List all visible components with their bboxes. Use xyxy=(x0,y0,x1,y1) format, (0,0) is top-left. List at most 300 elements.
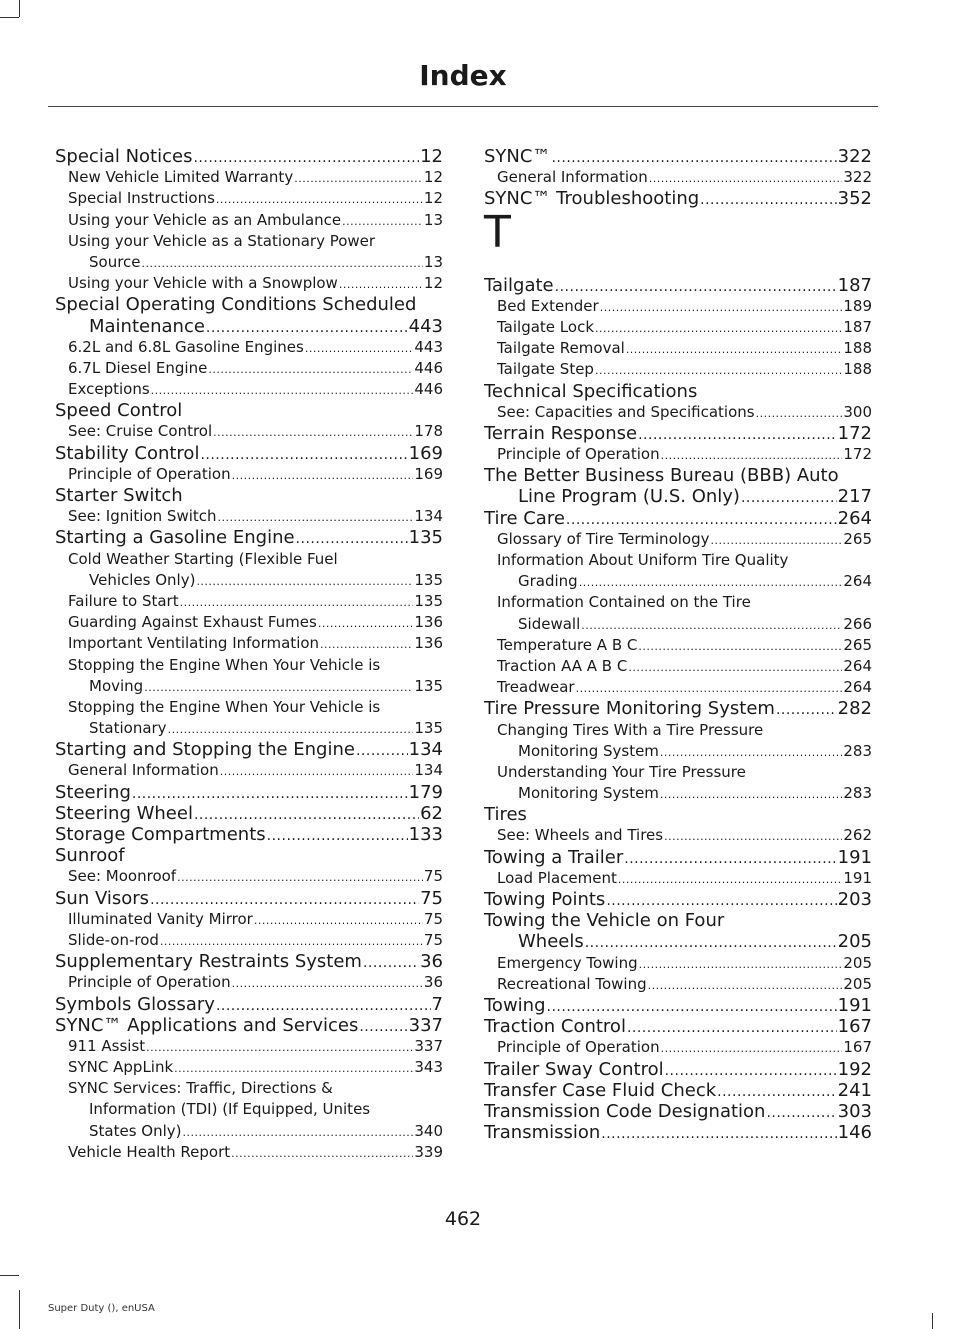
entry-label: Technical Specifications xyxy=(484,380,698,402)
index-subentry[interactable] xyxy=(484,550,872,571)
index-entry[interactable] xyxy=(55,782,443,803)
index-subentry[interactable] xyxy=(55,612,443,633)
dot-leader xyxy=(160,931,423,951)
index-subentry[interactable] xyxy=(484,529,872,550)
index-subentry[interactable] xyxy=(55,210,443,231)
entry-page-number[interactable]: 179 xyxy=(408,781,443,803)
dot-leader xyxy=(766,1103,836,1122)
entry-page-number[interactable]: 282 xyxy=(837,698,872,720)
entry-label: Principle of Operation xyxy=(497,1038,660,1057)
entry-label: States Only) xyxy=(89,1121,182,1140)
entry-page-number[interactable]: 303 xyxy=(837,1100,872,1122)
entry-page-number[interactable]: 446 xyxy=(414,358,443,377)
dot-leader xyxy=(150,890,419,909)
index-entry[interactable] xyxy=(484,910,872,931)
index-entry[interactable] xyxy=(55,994,443,1015)
entry-page-number[interactable]: 136 xyxy=(414,634,443,653)
entry-label: Tire Pressure Monitoring System xyxy=(484,698,775,720)
entry-label: Vehicle Health Report xyxy=(68,1142,231,1161)
entry-label: The Better Business Bureau (BBB) Auto xyxy=(484,465,839,487)
dot-leader xyxy=(717,1082,836,1101)
index-entry[interactable] xyxy=(484,1059,872,1080)
entry-label: Important Ventilating Information xyxy=(68,634,320,653)
dot-leader xyxy=(595,318,842,338)
index-subentry[interactable] xyxy=(55,464,443,485)
index-entry[interactable] xyxy=(484,275,872,296)
entry-page-number[interactable]: 339 xyxy=(414,1142,443,1161)
entry-label: Steering Wheel xyxy=(55,802,193,824)
dot-leader xyxy=(232,465,414,485)
entry-label: Treadwear xyxy=(497,678,575,697)
entry-page-number[interactable]: 13 xyxy=(423,210,443,229)
entry-page-number[interactable]: 134 xyxy=(408,739,443,761)
index-entry[interactable] xyxy=(484,508,872,529)
entry-page-number[interactable]: 75 xyxy=(423,930,443,949)
entry-page-number[interactable]: 266 xyxy=(843,614,872,633)
entry-page-number[interactable]: 75 xyxy=(423,867,443,886)
dot-leader xyxy=(342,211,423,231)
entry-page-number[interactable]: 343 xyxy=(414,1058,443,1077)
index-subentry[interactable] xyxy=(484,614,872,635)
entry-label: General Information xyxy=(497,168,648,187)
entry-label: See: Moonroof xyxy=(68,867,177,886)
entry-label: SYNC™ xyxy=(484,146,551,167)
dot-leader xyxy=(296,529,408,548)
entry-page-number[interactable]: 62 xyxy=(420,802,443,824)
dot-leader xyxy=(600,297,843,317)
entry-label: Starting a Gasoline Engine xyxy=(55,527,295,549)
entry-label: Grading xyxy=(518,572,578,591)
index-entry[interactable] xyxy=(55,146,443,167)
index-entry[interactable] xyxy=(484,1016,872,1037)
index-subentry[interactable] xyxy=(55,591,443,612)
index-subentry[interactable] xyxy=(484,1037,872,1058)
dot-leader xyxy=(177,867,423,887)
dot-leader xyxy=(194,805,419,824)
dot-leader xyxy=(648,975,843,995)
entry-page-number[interactable]: 191 xyxy=(843,868,872,887)
entry-page-number[interactable]: 264 xyxy=(837,507,872,529)
entry-label: Symbols Glossary xyxy=(55,993,215,1015)
dot-leader xyxy=(267,826,408,845)
entry-page-number[interactable]: 241 xyxy=(837,1079,872,1101)
entry-page-number[interactable]: 135 xyxy=(414,676,443,695)
index-entry[interactable] xyxy=(484,931,872,952)
dot-leader xyxy=(320,634,413,654)
dot-leader xyxy=(638,425,837,444)
index-subentry[interactable] xyxy=(484,783,872,804)
entry-page-number[interactable]: 340 xyxy=(414,1121,443,1140)
entry-label: Glossary of Tire Terminology xyxy=(497,529,710,548)
index-entry[interactable] xyxy=(55,527,443,548)
dot-leader xyxy=(196,571,413,591)
index-subentry[interactable] xyxy=(484,296,872,317)
index-subentry[interactable] xyxy=(55,1057,443,1078)
dot-leader xyxy=(168,719,414,739)
entry-label: Illuminated Vanity Mirror xyxy=(68,909,253,928)
dot-leader xyxy=(318,613,414,633)
dot-leader xyxy=(627,1018,837,1037)
entry-label: Principle of Operation xyxy=(68,464,231,483)
index-subentry[interactable] xyxy=(484,402,872,423)
entry-label: Speed Control xyxy=(55,400,183,422)
entry-page-number[interactable]: 135 xyxy=(414,570,443,589)
index-subentry[interactable] xyxy=(55,273,443,294)
entry-page-number[interactable]: 205 xyxy=(843,974,872,993)
index-subentry[interactable] xyxy=(484,317,872,338)
index-subentry[interactable] xyxy=(484,741,872,762)
entry-label: Moving xyxy=(89,676,144,695)
entry-label: Cold Weather Starting (Flexible Fuel xyxy=(68,549,338,568)
entry-label: Trailer Sway Control xyxy=(484,1058,664,1080)
entry-label: Monitoring System xyxy=(518,784,659,803)
entry-page-number[interactable]: 172 xyxy=(837,422,872,444)
entry-page-number[interactable]: 300 xyxy=(843,402,872,421)
dot-leader xyxy=(595,360,842,380)
dot-leader xyxy=(566,510,837,529)
entry-label: Special Notices xyxy=(55,146,193,167)
entry-label: Exceptions xyxy=(68,380,150,399)
dot-leader xyxy=(146,1037,413,1057)
entry-label: Transmission Code Designation xyxy=(484,1100,766,1122)
entry-label: Information Contained on the Tire xyxy=(497,593,751,612)
entry-page-number[interactable]: 169 xyxy=(408,442,443,464)
dot-leader xyxy=(618,869,842,889)
entry-page-number[interactable]: 167 xyxy=(837,1016,872,1038)
index-entry[interactable] xyxy=(55,739,443,760)
index-subentry[interactable] xyxy=(484,656,872,677)
index-subentry[interactable] xyxy=(55,1121,443,1142)
index-subentry[interactable] xyxy=(484,635,872,656)
entry-label: See: Ignition Switch xyxy=(68,507,217,526)
dot-leader xyxy=(585,933,837,952)
index-subentry[interactable] xyxy=(55,252,443,273)
dot-leader xyxy=(660,784,842,804)
entry-label: SYNC™ Troubleshooting xyxy=(484,188,700,210)
index-subentry[interactable] xyxy=(55,760,443,781)
entry-page-number[interactable]: 7 xyxy=(431,993,443,1015)
entry-page-number[interactable]: 203 xyxy=(837,889,872,910)
dot-leader xyxy=(551,148,836,167)
index-entry[interactable] xyxy=(484,889,872,910)
index-entry[interactable] xyxy=(484,995,872,1016)
entry-label: Using your Vehicle as an Ambulance xyxy=(68,210,342,229)
dot-leader xyxy=(601,1124,836,1143)
entry-page-number[interactable]: 178 xyxy=(414,422,443,441)
entry-page-number[interactable]: 187 xyxy=(843,317,872,336)
index-entry[interactable] xyxy=(484,1101,872,1122)
entry-page-number[interactable]: 191 xyxy=(837,846,872,868)
dot-leader xyxy=(132,784,408,803)
entry-label: Line Program (U.S. Only) xyxy=(518,486,740,508)
dot-leader xyxy=(142,253,423,273)
index-subentry[interactable] xyxy=(55,549,443,570)
entry-label: Stationary xyxy=(89,719,167,738)
dot-leader xyxy=(208,359,413,379)
index-entry[interactable] xyxy=(55,951,443,972)
entry-label: Starting and Stopping the Engine xyxy=(55,739,355,761)
entry-page-number[interactable]: 133 xyxy=(408,824,443,845)
dot-leader xyxy=(294,168,423,188)
entry-page-number[interactable]: 262 xyxy=(843,826,872,845)
index-subentry[interactable] xyxy=(55,697,443,718)
dot-leader xyxy=(218,507,414,527)
entry-page-number[interactable]: 135 xyxy=(414,591,443,610)
index-entry[interactable] xyxy=(484,188,872,209)
entry-label: Tire Care xyxy=(484,507,565,529)
dot-leader xyxy=(183,1122,414,1142)
index-column-right xyxy=(484,146,872,1143)
index-entry[interactable] xyxy=(55,294,443,315)
index-subentry[interactable] xyxy=(55,506,443,527)
entry-page-number[interactable]: 134 xyxy=(414,507,443,526)
index-subentry[interactable] xyxy=(55,379,443,400)
index-entry[interactable] xyxy=(55,485,443,506)
entry-label: Storage Compartments xyxy=(55,824,266,845)
entry-page-number[interactable]: 12 xyxy=(423,168,443,187)
entry-label: Traction AA A B C xyxy=(497,656,628,675)
index-entry[interactable] xyxy=(484,381,872,402)
index-subentry[interactable] xyxy=(55,231,443,252)
index-entry[interactable] xyxy=(484,486,872,507)
entry-page-number[interactable]: 443 xyxy=(408,315,443,337)
entry-page-number[interactable]: 187 xyxy=(837,274,872,296)
dot-leader xyxy=(555,277,837,296)
entry-page-number[interactable]: 169 xyxy=(414,464,443,483)
entry-label: Stability Control xyxy=(55,442,200,464)
index-subentry[interactable] xyxy=(55,655,443,676)
index-subentry[interactable] xyxy=(55,1078,443,1099)
entry-page-number[interactable]: 337 xyxy=(414,1036,443,1055)
dot-leader xyxy=(628,657,842,677)
dot-leader xyxy=(665,1061,837,1080)
dot-leader xyxy=(661,1038,843,1058)
dot-leader xyxy=(624,849,836,868)
entry-page-number[interactable]: 172 xyxy=(843,445,872,464)
dot-leader xyxy=(231,1143,413,1163)
entry-page-number[interactable]: 322 xyxy=(837,146,872,167)
entry-label: Towing the Vehicle on Four xyxy=(484,910,725,932)
index-entry[interactable] xyxy=(484,423,872,444)
entry-page-number[interactable]: 446 xyxy=(414,380,443,399)
index-subentry[interactable] xyxy=(484,825,872,846)
entry-page-number[interactable]: 205 xyxy=(837,931,872,953)
page-number: 462 xyxy=(444,1208,482,1230)
dot-leader xyxy=(213,422,413,442)
entry-page-number[interactable]: 136 xyxy=(414,613,443,632)
entry-page-number[interactable]: 146 xyxy=(837,1122,872,1144)
entry-page-number[interactable]: 265 xyxy=(843,635,872,654)
entry-label: Guarding Against Exhaust Fumes xyxy=(68,613,317,632)
entry-page-number[interactable]: 36 xyxy=(423,973,443,992)
index-subentry[interactable] xyxy=(484,167,872,188)
entry-page-number[interactable]: 188 xyxy=(843,339,872,358)
dot-leader xyxy=(151,380,414,400)
dot-leader xyxy=(180,592,414,612)
index-entry[interactable] xyxy=(484,804,872,825)
index-subentry[interactable] xyxy=(484,974,872,995)
dot-leader xyxy=(626,339,843,359)
dot-leader xyxy=(741,488,837,507)
index-subentry[interactable] xyxy=(484,571,872,592)
dot-leader xyxy=(305,338,414,358)
entry-label: 6.7L Diesel Engine xyxy=(68,358,208,377)
index-subentry[interactable] xyxy=(55,1036,443,1057)
index-subentry[interactable] xyxy=(55,1099,443,1120)
dot-leader xyxy=(639,954,843,974)
index-subentry[interactable] xyxy=(55,930,443,951)
entry-label: Terrain Response xyxy=(484,422,638,444)
dot-leader xyxy=(547,997,837,1016)
entry-label: General Information xyxy=(68,761,219,780)
footer-text: Super Duty (), enUSA xyxy=(48,1303,155,1314)
index-entry[interactable] xyxy=(55,443,443,464)
entry-page-number[interactable]: 265 xyxy=(843,529,872,548)
entry-label: Using your Vehicle as a Stationary Power xyxy=(68,231,376,250)
index-subentry[interactable] xyxy=(484,592,872,613)
dot-leader xyxy=(664,826,842,846)
entry-page-number[interactable]: 192 xyxy=(837,1058,872,1080)
entry-page-number[interactable]: 352 xyxy=(837,188,872,210)
dot-leader xyxy=(174,1058,413,1078)
index-entry[interactable] xyxy=(484,847,872,868)
entry-label: Special Operating Conditions Scheduled xyxy=(55,294,417,316)
index-subentry[interactable] xyxy=(55,570,443,591)
entry-label: Sidewall xyxy=(518,614,581,633)
entry-page-number[interactable]: 443 xyxy=(414,337,443,356)
index-entry[interactable] xyxy=(484,146,872,167)
entry-page-number[interactable]: 264 xyxy=(843,656,872,675)
entry-page-number[interactable]: 205 xyxy=(843,953,872,972)
entry-page-number[interactable]: 12 xyxy=(423,189,443,208)
index-subentry[interactable] xyxy=(484,953,872,974)
entry-label: Recreational Towing xyxy=(497,974,647,993)
entry-page-number[interactable]: 75 xyxy=(420,887,443,909)
index-entry[interactable] xyxy=(55,1015,443,1036)
dot-leader xyxy=(359,1017,407,1036)
entry-page-number[interactable]: 283 xyxy=(843,741,872,760)
index-subentry[interactable] xyxy=(55,421,443,442)
dot-leader xyxy=(144,677,413,697)
index-subentry[interactable] xyxy=(484,338,872,359)
entry-page-number[interactable]: 322 xyxy=(843,168,872,187)
index-subentry[interactable] xyxy=(55,188,443,209)
entry-label: Monitoring System xyxy=(518,741,659,760)
index-subentry[interactable] xyxy=(484,762,872,783)
index-entry[interactable] xyxy=(55,803,443,824)
index-subentry[interactable] xyxy=(55,972,443,993)
index-entry[interactable] xyxy=(55,316,443,337)
dot-leader xyxy=(606,891,836,910)
entry-page-number[interactable]: 337 xyxy=(408,1014,443,1036)
crop-mark xyxy=(19,0,20,17)
entry-label: See: Cruise Control xyxy=(68,422,213,441)
entry-label: Principle of Operation xyxy=(497,445,660,464)
dot-leader xyxy=(216,996,431,1015)
entry-label: SYNC Services: Traffic, Directions & xyxy=(68,1079,333,1098)
dot-leader xyxy=(206,318,408,337)
entry-label: Changing Tires With a Tire Pressure xyxy=(497,720,764,739)
entry-label: See: Capacities and Specifications xyxy=(497,402,755,421)
index-entry[interactable] xyxy=(484,698,872,719)
dot-leader xyxy=(710,530,842,550)
entry-page-number[interactable]: 264 xyxy=(843,678,872,697)
index-subentry[interactable] xyxy=(55,866,443,887)
crop-mark xyxy=(932,1313,933,1329)
index-subentry[interactable] xyxy=(484,444,872,465)
index-entry[interactable] xyxy=(55,400,443,421)
entry-page-number[interactable]: 13 xyxy=(423,252,443,271)
entry-page-number[interactable]: 134 xyxy=(414,761,443,780)
index-entry[interactable] xyxy=(484,1122,872,1143)
page-title: Index xyxy=(419,59,507,92)
index-entry[interactable] xyxy=(484,1080,872,1101)
dot-leader xyxy=(700,190,836,209)
index-entry[interactable] xyxy=(484,465,872,486)
dot-leader xyxy=(776,700,837,719)
entry-page-number[interactable]: 12 xyxy=(423,274,443,293)
index-entry[interactable] xyxy=(55,824,443,845)
index-subentry[interactable] xyxy=(55,676,443,697)
entry-label: Source xyxy=(89,252,141,271)
entry-page-number[interactable]: 36 xyxy=(420,951,443,973)
index-entry[interactable] xyxy=(55,888,443,909)
index-subentry[interactable] xyxy=(484,868,872,889)
index-subentry[interactable] xyxy=(484,359,872,380)
entry-page-number[interactable]: 167 xyxy=(843,1038,872,1057)
index-subentry[interactable] xyxy=(484,720,872,741)
index-subentry[interactable] xyxy=(55,718,443,739)
index-entry[interactable] xyxy=(55,845,443,866)
index-subentry[interactable] xyxy=(55,337,443,358)
entry-page-number[interactable]: 283 xyxy=(843,784,872,803)
index-subentry[interactable] xyxy=(55,909,443,930)
dot-leader xyxy=(660,742,842,762)
entry-page-number[interactable]: 189 xyxy=(843,296,872,315)
entry-label: Information (TDI) (If Equipped, Unites xyxy=(89,1100,371,1119)
entry-page-number[interactable]: 191 xyxy=(837,994,872,1016)
dot-leader xyxy=(756,403,843,423)
dot-leader xyxy=(649,168,843,188)
entry-label: Starter Switch xyxy=(55,485,183,506)
entry-label: Failure to Start xyxy=(68,591,179,610)
entry-page-number[interactable]: 217 xyxy=(837,486,872,508)
entry-label: Stopping the Engine When Your Vehicle is xyxy=(68,655,381,674)
index-subentry[interactable] xyxy=(55,633,443,654)
dot-leader xyxy=(254,910,423,930)
entry-label: Information About Uniform Tire Quality xyxy=(497,551,789,569)
crop-mark xyxy=(19,1290,20,1329)
entry-label: Towing xyxy=(484,994,546,1016)
entry-page-number[interactable]: 135 xyxy=(408,527,443,549)
entry-page-number[interactable]: 12 xyxy=(420,146,443,167)
entry-page-number[interactable]: 75 xyxy=(423,909,443,928)
entry-page-number[interactable]: 188 xyxy=(843,360,872,379)
entry-label: Principle of Operation xyxy=(68,973,231,992)
index-subentry[interactable] xyxy=(484,677,872,698)
entry-label: Using your Vehicle with a Snowplow xyxy=(68,274,338,293)
dot-leader xyxy=(216,189,423,209)
entry-page-number[interactable]: 264 xyxy=(843,572,872,591)
index-subentry[interactable] xyxy=(55,1142,443,1163)
index-subentry[interactable] xyxy=(55,358,443,379)
dot-leader xyxy=(200,445,407,464)
dot-leader xyxy=(232,973,423,993)
entry-page-number[interactable]: 135 xyxy=(414,719,443,738)
index-column-left xyxy=(55,146,443,1163)
entry-label: Understanding Your Tire Pressure xyxy=(497,762,746,781)
index-subentry[interactable] xyxy=(55,167,443,188)
